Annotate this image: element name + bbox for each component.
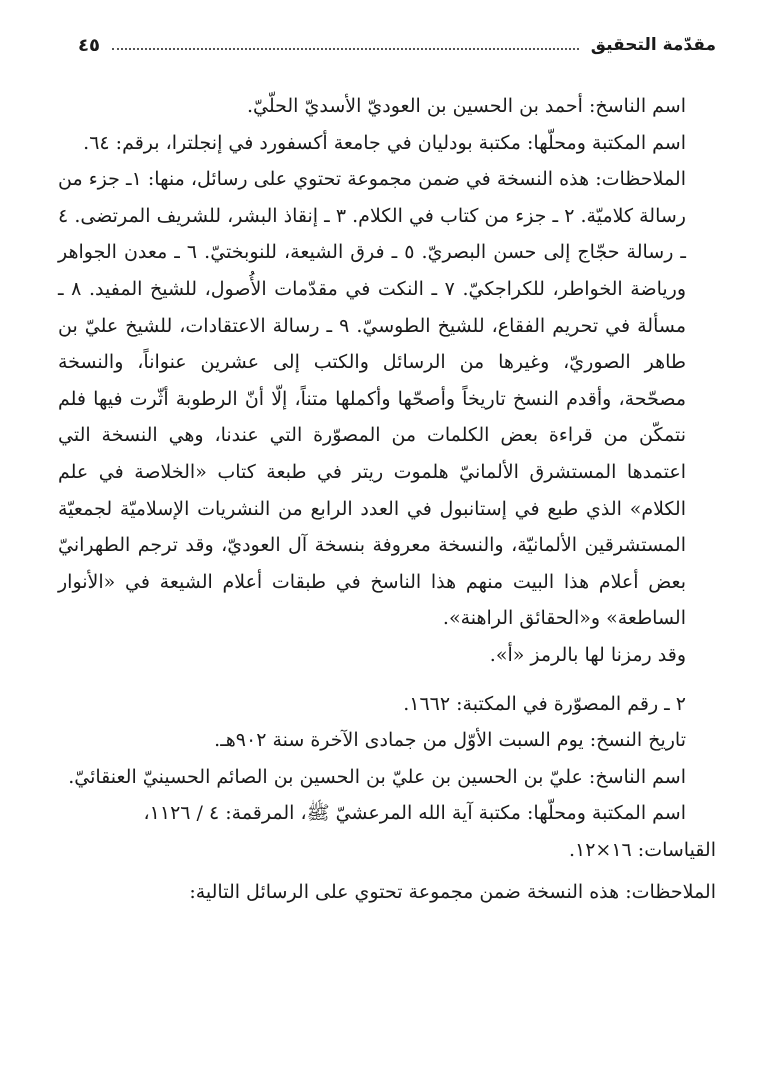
copyist-line-2: اسم الناسخ: عليّ بن الحسين بن عليّ بن الحسين بن الصائم الحسينيّ العنقائيّ.: [68, 765, 686, 788]
section-gap: [58, 674, 716, 686]
manuscript-number-line: ٢ ـ رقم المصوّرة في المكتبة: ١٦٦٢.: [403, 692, 686, 715]
library-line: اسم المكتبة ومحلّها: مكتبة بودليان في جامعة أكسفورد في إنجلترا، برقم: ٦٤.: [83, 131, 686, 154]
page-number: ٤٥: [78, 34, 100, 56]
measurements-line: القياسات: ١٦×١٢.: [568, 838, 716, 861]
library-line-2: اسم المكتبة ومحلّها: مكتبة آية الله المرعشيّ ﷺ، المرقمة: ٤ / ١١٢٦،: [143, 802, 686, 825]
notes-line-2: الملاحظات: هذه النسخة ضمن مجموعة تحتوي على الرسائل التالية:: [189, 881, 716, 904]
body-text: [58, 88, 716, 911]
notes-paragraph: الملاحظات: هذه النسخة في ضمن مجموعة تحتوي على رسائل، منها: ١ـ جزء من رسالة كلاميّة. ٢ ـ جزء من كتاب في الكلام. ٣ ـ إنقاذ البشر، للشريف المرتضى. ٤ ـ رسالة حجّاج إلى حسن البصريّ. ٥ ـ فرق الشيعة، للنوبختيّ. ٦ ـ معدن الجواهر ورياضة الخواطر، للكراجكيّ. ٧ ـ النكت في مقدّمات الأُصول، للشيخ المفيد. ٨ ـ مسألة في تحريم الفقاع، للشيخ الطوسيّ. ٩ ـ رسالة الاعتقادات، للشيخ عليّ بن طاهر الصوريّ، وغيرها من الرسائل والكتب إلى عشرين عنواناً، والنسخة مصحّحة، وأقدم النسخ تاريخاً وأصحّها وأكملها متناً، إلّا أنّ الرطوبة أثّرت فيها فلم نتمكّن من قراءة بعض الكلمات من المصوّرة التي عندنا، وهي النسخة التي اعتمدها المستشرق الألمانيّ هلموت ريتر في طبعة كتاب «الخلاصة في علم الكلام» الذي طبع في إستانبول في العدد الرابع من النشريات الإسلاميّة لجمعيّة المستشرقين الألمانيّة، والنسخة معروفة بنسخة آل العوديّ، وقد ترجم الطهرانيّ بعض أعلام هذا البيت منهم هذا الناسخ في طبقات أعلام الشيعة في «الأنوار الساطعة» و«الحقائق الراهنة».: [58, 168, 687, 630]
copyist-line: اسم الناسخ: أحمد بن الحسين بن العوديّ الأسديّ الحلّيّ.: [246, 95, 686, 117]
symbol-line: وقد رمزنا لها بالرمز «أ».: [489, 643, 686, 666]
header-title: مقدّمة التحقيق: [590, 35, 716, 55]
copy-date-line: تاريخ النسخ: يوم السبت الأوّل من جمادى الآخرة سنة ٩٠٢هـ.: [214, 729, 686, 752]
header-dot-leader: [112, 48, 579, 50]
running-header: [78, 30, 716, 60]
